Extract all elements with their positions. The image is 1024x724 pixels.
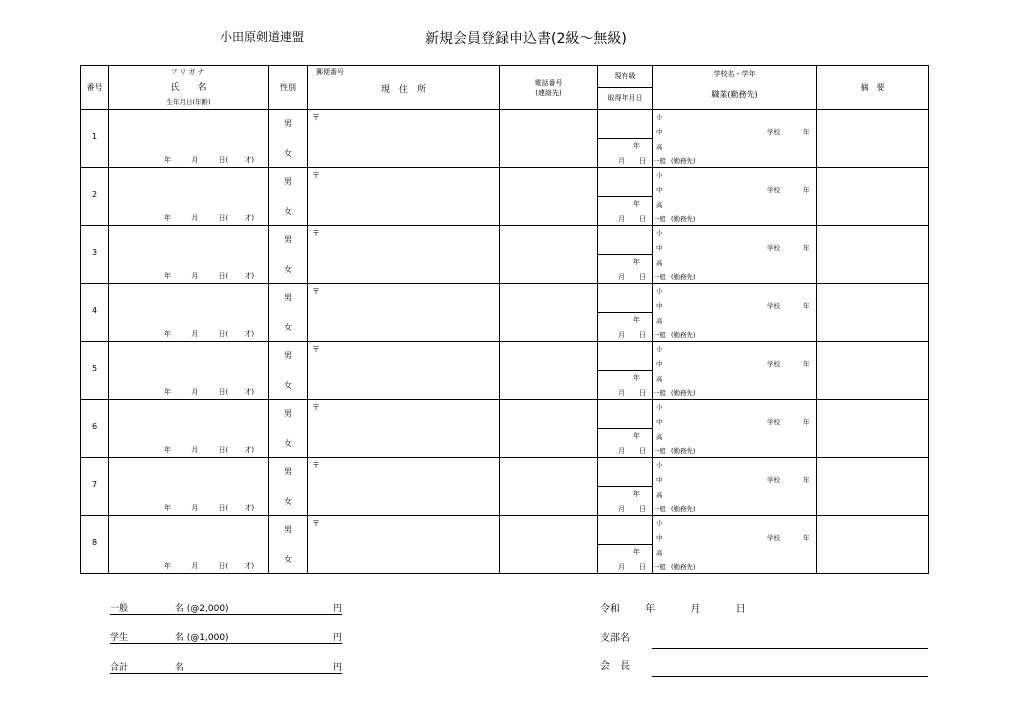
remarks-cell[interactable] [817,400,929,458]
sex-female[interactable]: 女 [284,439,292,448]
school-small-label: 小 [656,519,663,527]
general-label: 一般 [653,563,666,571]
general-label: 一般 [653,447,666,455]
phone-cell[interactable] [500,284,598,342]
fee-total-yen: 円 [332,663,342,673]
level-divider [598,486,652,487]
level-cell[interactable] [598,458,653,516]
sex-cell[interactable] [269,284,308,342]
header-birth: 生年月日(年齢) [166,98,211,106]
level-month-day [618,272,646,282]
workplace-label: (勤務先) [671,157,696,165]
level-year-label: 年 [633,316,640,324]
level-cell[interactable] [598,400,653,458]
level-year-label: 年 [633,374,640,382]
name-cell[interactable] [109,458,269,516]
level-year-label: 年 [633,490,640,498]
school-high-label: 高 [656,549,663,557]
school-cell[interactable] [653,342,817,400]
level-month-day [618,214,646,224]
level-cell[interactable] [598,342,653,400]
birth-month-label: 月 [191,330,199,338]
school-middle-label: 中 [656,128,663,136]
address-cell[interactable] [308,516,500,574]
birth-date [164,387,254,397]
level-month-label: 月 [618,331,625,339]
row-number: 6 [91,422,98,431]
phone-cell[interactable] [500,110,598,168]
row-number-cell [81,110,109,168]
birth-day-label: 日( [218,446,229,454]
school-high-label: 高 [656,259,663,267]
remarks-cell[interactable] [817,342,929,400]
address-cell[interactable] [308,284,500,342]
phone-cell[interactable] [500,400,598,458]
header-remarks: 摘 要 [860,83,885,92]
level-month-label: 月 [618,273,625,281]
school-cell[interactable] [653,284,817,342]
sex-male[interactable]: 男 [284,293,292,302]
age-label: 才) [244,156,255,164]
sex-female[interactable]: 女 [284,381,292,390]
school-high-label: 高 [656,201,663,209]
grade-label: 年 [803,128,810,136]
birth-year-label: 年 [164,562,171,570]
level-year-label: 年 [633,432,640,440]
sex-female[interactable]: 女 [284,149,292,158]
birth-date [164,503,254,513]
fee-total-label: 合計 [110,663,129,673]
workplace-label: (勤務先) [671,563,696,571]
sex-male[interactable]: 男 [284,119,292,128]
workplace-label: (勤務先) [671,389,696,397]
school-label: 学校 [767,302,780,310]
name-cell[interactable] [109,516,269,574]
birth-year-label: 年 [164,330,171,338]
address-cell[interactable] [308,458,500,516]
level-month-day [618,388,646,398]
postal-mark: 〒 [312,113,320,122]
date-day: 日 [735,604,746,615]
name-cell[interactable] [109,400,269,458]
remarks-cell[interactable] [817,458,929,516]
school-high-label: 高 [656,375,663,383]
postal-mark: 〒 [312,519,320,528]
level-month-day [618,156,646,166]
form-title: 新規会員登録申込書(2級〜無級) [425,31,627,47]
row-number-cell [81,458,109,516]
school-middle-label: 中 [656,418,663,426]
table-header-row [81,66,929,110]
header-postal: 郵便番号 [316,68,344,76]
general-label: 一般 [653,157,666,165]
header-address: 現 住 所 [380,85,426,95]
school-cell[interactable] [653,168,817,226]
level-day-label: 日 [639,389,646,397]
school-label: 学校 [767,128,780,136]
level-year-label: 年 [633,258,640,266]
level-month-label: 月 [618,447,625,455]
level-day-label: 日 [639,563,646,571]
level-day-label: 日 [639,505,646,513]
school-small-label: 小 [656,113,663,121]
sex-cell[interactable] [269,110,308,168]
sex-female[interactable]: 女 [284,207,292,216]
branch-line[interactable] [652,648,928,649]
fee-total-line [110,660,342,674]
date-line [600,600,746,615]
general-label: 一般 [653,215,666,223]
sex-female[interactable]: 女 [284,555,292,564]
level-month-day [618,562,646,572]
remarks-cell[interactable] [817,284,929,342]
birth-month-label: 月 [191,156,199,164]
table-row [81,400,929,458]
level-divider [598,196,652,197]
school-cell[interactable] [653,516,817,574]
birth-year-label: 年 [164,504,171,512]
level-divider [598,544,652,545]
birth-year-label: 年 [164,156,171,164]
name-cell[interactable] [109,342,269,400]
workplace-label: (勤務先) [671,331,696,339]
row-number-cell [81,342,109,400]
name-cell[interactable] [109,226,269,284]
postal-mark: 〒 [312,287,320,296]
header-phone-sub: (連絡先) [535,88,562,97]
sex-male[interactable]: 男 [284,235,292,244]
level-cell[interactable] [598,110,653,168]
fee-general-yen: 円 [332,604,342,614]
table-row [81,168,929,226]
table-row [81,458,929,516]
fee-general-unit: 名 [174,604,184,614]
chief-line[interactable] [652,676,928,677]
row-number: 4 [91,306,98,315]
age-label: 才) [244,214,255,222]
sex-male[interactable]: 男 [284,351,292,360]
level-day-label: 日 [639,273,646,281]
header-name: 氏 名 [170,83,207,93]
birth-year-label: 年 [164,214,171,222]
fee-student-unit: 名 [174,633,184,643]
table-row [81,110,929,168]
sex-female[interactable]: 女 [284,265,292,274]
school-middle-label: 中 [656,186,663,194]
level-month-day [618,504,646,514]
general-label: 一般 [653,331,666,339]
level-month-label: 月 [618,157,625,165]
level-divider [598,370,652,371]
level-cell[interactable] [598,516,653,574]
name-cell[interactable] [109,168,269,226]
birth-month-label: 月 [191,272,199,280]
name-cell[interactable] [109,110,269,168]
birth-date [164,155,254,165]
school-label: 学校 [767,186,780,194]
row-number-cell [81,168,109,226]
phone-cell[interactable] [500,168,598,226]
postal-mark: 〒 [312,345,320,354]
school-label: 学校 [767,534,780,542]
general-label: 一般 [653,273,666,281]
birth-year-label: 年 [164,388,171,396]
age-label: 才) [244,504,255,512]
sex-female[interactable]: 女 [284,323,292,332]
branch-label: 支部名 [600,633,630,644]
school-label: 学校 [767,360,780,368]
date-year: 年 [645,604,656,615]
sex-cell[interactable] [269,516,308,574]
general-label: 一般 [653,505,666,513]
level-month-day [618,446,646,456]
table-row [81,342,929,400]
fee-general-price: (@2,000) [186,604,229,614]
address-cell[interactable] [308,110,500,168]
header-number: 番号 [86,83,103,92]
sex-male[interactable]: 男 [284,409,292,418]
birth-month-label: 月 [191,504,199,512]
school-high-label: 高 [656,491,663,499]
birth-day-label: 日( [218,562,229,570]
row-number: 3 [91,248,98,257]
fee-general-line [110,601,342,615]
remarks-cell[interactable] [817,168,929,226]
school-middle-label: 中 [656,244,663,252]
level-year-label: 年 [633,200,640,208]
birth-month-label: 月 [191,214,199,222]
school-small-label: 小 [656,171,663,179]
sex-cell[interactable] [269,458,308,516]
level-cell[interactable] [598,284,653,342]
header-furigana: フリガナ [170,68,207,76]
workplace-label: (勤務先) [671,447,696,455]
level-divider [598,254,652,255]
row-number-cell [81,284,109,342]
level-year-label: 年 [633,548,640,556]
date-era: 令和 [600,604,620,615]
birth-date [164,213,254,223]
general-label: 一般 [653,389,666,397]
birth-month-label: 月 [191,446,199,454]
fee-student-price: (@1,000) [186,633,229,643]
row-number: 7 [91,480,98,489]
level-month-label: 月 [618,389,625,397]
phone-cell[interactable] [500,342,598,400]
table-row [81,284,929,342]
grade-label: 年 [803,476,810,484]
school-small-label: 小 [656,461,663,469]
phone-cell[interactable] [500,516,598,574]
level-cell[interactable] [598,168,653,226]
header-sex: 性別 [280,83,296,92]
grade-label: 年 [803,186,810,194]
sex-male[interactable]: 男 [284,177,292,186]
age-label: 才) [244,388,255,396]
level-divider [598,312,652,313]
remarks-cell[interactable] [817,516,929,574]
school-middle-label: 中 [656,360,663,368]
postal-mark: 〒 [312,171,320,180]
sex-cell[interactable] [269,342,308,400]
address-cell[interactable] [308,226,500,284]
row-number-cell [81,400,109,458]
birth-day-label: 日( [218,330,229,338]
birth-day-label: 日( [218,388,229,396]
row-number: 5 [91,364,98,373]
date-month: 月 [690,604,701,615]
remarks-cell[interactable] [817,226,929,284]
sex-male[interactable]: 男 [284,467,292,476]
row-number: 8 [91,538,98,547]
postal-mark: 〒 [312,229,320,238]
grade-label: 年 [803,360,810,368]
school-middle-label: 中 [656,302,663,310]
address-cell[interactable] [308,168,500,226]
school-small-label: 小 [656,229,663,237]
grade-label: 年 [803,302,810,310]
birth-day-label: 日( [218,214,229,222]
school-cell[interactable] [653,458,817,516]
school-high-label: 高 [656,433,663,441]
level-cell[interactable] [598,226,653,284]
birth-year-label: 年 [164,272,171,280]
school-small-label: 小 [656,287,663,295]
level-month-label: 月 [618,505,625,513]
level-day-label: 日 [639,157,646,165]
header-level-date: 取得年月日 [607,94,643,102]
header-job: 職業(勤務先) [711,90,758,99]
school-middle-label: 中 [656,476,663,484]
birth-date [164,329,254,339]
sex-female[interactable]: 女 [284,497,292,506]
school-middle-label: 中 [656,534,663,542]
address-cell[interactable] [308,342,500,400]
organization-name: 小田原剣道連盟 [220,30,305,44]
fee-student-yen: 円 [332,633,342,643]
birth-day-label: 日( [218,504,229,512]
header-school: 学校名・学年 [713,70,756,78]
birth-month-label: 月 [191,388,199,396]
sex-cell[interactable] [269,400,308,458]
age-label: 才) [244,272,255,280]
age-label: 才) [244,330,255,338]
grade-label: 年 [803,244,810,252]
birth-date [164,561,254,571]
row-number-cell [81,226,109,284]
workplace-label: (勤務先) [671,273,696,281]
fee-total-unit: 名 [174,663,184,673]
fee-student-line [110,630,342,644]
workplace-label: (勤務先) [671,505,696,513]
fee-student-label: 学生 [110,633,129,643]
sex-cell[interactable] [269,226,308,284]
address-cell[interactable] [308,400,500,458]
phone-cell[interactable] [500,458,598,516]
school-label: 学校 [767,244,780,252]
level-day-label: 日 [639,447,646,455]
table-row [81,226,929,284]
sex-cell[interactable] [269,168,308,226]
school-label: 学校 [767,476,780,484]
school-cell[interactable] [653,226,817,284]
table-row [81,516,929,574]
row-number-cell [81,516,109,574]
level-month-label: 月 [618,215,625,223]
birth-month-label: 月 [191,562,199,570]
age-label: 才) [244,446,255,454]
name-cell[interactable] [109,284,269,342]
birth-day-label: 日( [218,156,229,164]
birth-year-label: 年 [164,446,171,454]
level-day-label: 日 [639,215,646,223]
grade-label: 年 [803,418,810,426]
birth-date [164,271,254,281]
school-high-label: 高 [656,143,663,151]
birth-day-label: 日( [218,272,229,280]
birth-date [164,445,254,455]
row-number: 1 [91,132,98,141]
level-month-label: 月 [618,563,625,571]
workplace-label: (勤務先) [671,215,696,223]
sex-male[interactable]: 男 [284,525,292,534]
school-small-label: 小 [656,403,663,411]
postal-mark: 〒 [312,461,320,470]
school-high-label: 高 [656,317,663,325]
school-small-label: 小 [656,345,663,353]
level-month-day [618,330,646,340]
school-label: 学校 [767,418,780,426]
grade-label: 年 [803,534,810,542]
header-phone: 電話番号 [534,78,563,87]
remarks-cell[interactable] [817,110,929,168]
registration-table [80,65,929,574]
level-divider [598,428,652,429]
postal-mark: 〒 [312,403,320,412]
level-year-label: 年 [633,142,640,150]
phone-cell[interactable] [500,226,598,284]
school-cell[interactable] [653,400,817,458]
school-cell[interactable] [653,110,817,168]
age-label: 才) [244,562,255,570]
header-level: 現有級 [598,66,652,88]
row-number: 2 [91,190,98,199]
level-day-label: 日 [639,331,646,339]
level-divider [598,138,652,139]
chief-label: 会 長 [600,661,630,672]
fee-general-label: 一般 [110,604,129,614]
